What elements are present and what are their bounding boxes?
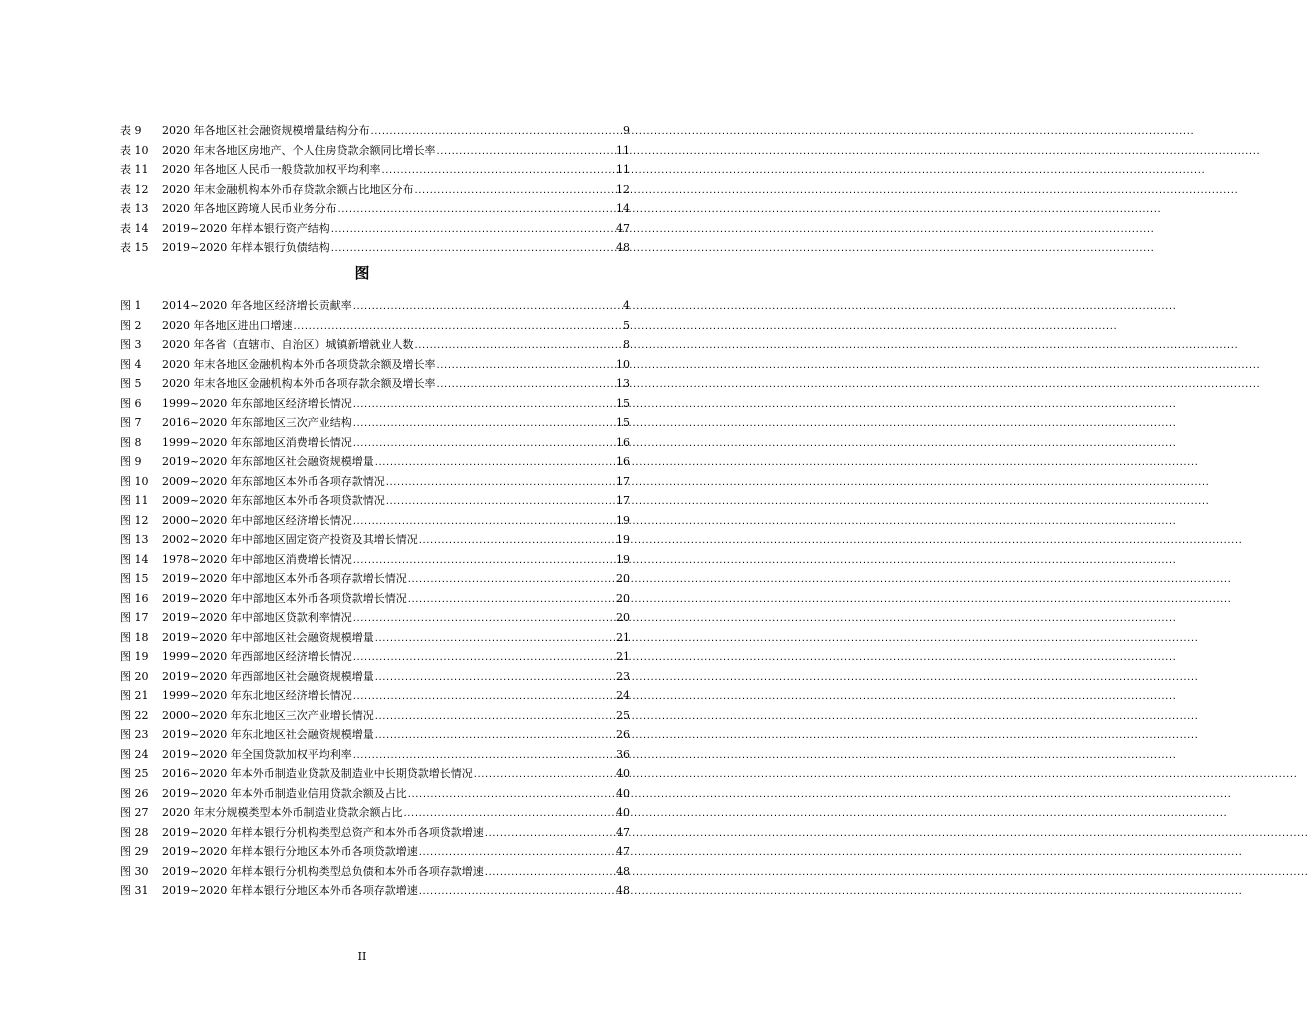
dot-leader (375, 452, 615, 473)
toc-entry[interactable] (120, 472, 630, 492)
dot-leader (474, 764, 615, 785)
toc-entry-page: 21 (616, 650, 630, 663)
toc-entry[interactable] (120, 823, 630, 843)
dot-leader (437, 355, 616, 376)
toc-entry-label: 图 21 (120, 689, 149, 702)
toc-entry[interactable] (120, 180, 630, 200)
toc-entry[interactable] (120, 199, 630, 219)
toc-entry[interactable] (120, 647, 630, 667)
dot-leader (419, 530, 615, 551)
toc-entry-page: 19 (616, 513, 630, 527)
toc-entry-label: 图 22 (120, 708, 149, 722)
toc-entry-title: 2020 年各地区进出口增速 (162, 318, 293, 332)
toc-entry[interactable] (120, 511, 630, 531)
toc-entry[interactable] (120, 784, 630, 804)
toc-entry-label: 图 31 (120, 884, 149, 897)
toc-entry-label: 图 3 (120, 338, 142, 351)
toc-entry-label: 表 11 (120, 163, 149, 176)
dot-leader (415, 180, 616, 201)
toc-entry-title: 2014~2020 年各地区经济增长贡献率 (162, 299, 352, 312)
toc-entry-title: 1999~2020 年东部地区经济增长情况 (162, 396, 352, 410)
toc-entry-page: 8 (623, 338, 630, 351)
toc-entry-page: 12 (616, 182, 630, 196)
toc-entry-label: 图 12 (120, 513, 149, 527)
toc-entry[interactable] (120, 491, 630, 511)
toc-entry-page: 47 (616, 845, 630, 858)
dot-leader (375, 725, 615, 746)
dot-leader (353, 647, 615, 668)
toc-entry-page: 16 (616, 455, 630, 468)
toc-entry-page: 24 (616, 689, 630, 702)
toc-entry-title: 2020 年末各地区金融机构本外币各项存款余额及增长率 (162, 377, 436, 390)
toc-entry-title: 2020 年各地区社会融资规模增量结构分布 (162, 124, 370, 137)
toc-entry-label: 表 14 (120, 221, 149, 235)
toc-entry-title: 2019~2020 年样本银行分机构类型总负债和本外币各项存款增速 (162, 864, 484, 878)
toc-entry[interactable] (120, 550, 630, 570)
toc-entry-label: 图 10 (120, 474, 149, 488)
toc-entry-label: 表 9 (120, 124, 142, 137)
toc-entry-label: 图 4 (120, 357, 142, 371)
toc-entry-title: 2019~2020 年样本银行负债结构 (162, 241, 330, 254)
toc-entry-page: 40 (616, 806, 630, 819)
toc-entry-title: 2019~2020 年本外币制造业信用贷款余额及占比 (162, 786, 407, 800)
toc-entry-page: 9 (623, 124, 630, 137)
toc-entry[interactable] (120, 413, 630, 433)
toc-entry[interactable] (120, 219, 630, 239)
toc-entry-page: 11 (616, 163, 630, 176)
toc-entry-page: 21 (616, 630, 630, 644)
dot-leader (353, 296, 622, 317)
dot-leader (375, 667, 615, 688)
toc-entry[interactable] (120, 374, 630, 394)
toc-entry-page: 23 (616, 669, 630, 683)
toc-entry-page: 11 (616, 143, 630, 157)
dot-leader (353, 550, 615, 571)
toc-entry-label: 图 7 (120, 416, 142, 429)
toc-entry[interactable] (120, 569, 630, 589)
toc-entry-page: 15 (616, 396, 630, 410)
toc-entry-label: 图 15 (120, 572, 149, 585)
toc-entry-label: 表 12 (120, 182, 149, 196)
dot-leader (386, 472, 615, 493)
toc-entry-page: 15 (616, 416, 630, 429)
toc-entry-label: 图 5 (120, 377, 142, 390)
toc-entry-page: 13 (616, 377, 630, 390)
toc-entry-label: 图 11 (120, 494, 149, 507)
toc-entry-title: 2009~2020 年东部地区本外币各项贷款情况 (162, 494, 385, 507)
toc-entry[interactable] (120, 764, 630, 784)
toc-entry-label: 图 1 (120, 299, 142, 312)
toc-entry-page: 20 (616, 611, 630, 624)
toc-entry-title: 2019~2020 年样本银行资产结构 (162, 221, 330, 235)
toc-entry-label: 图 25 (120, 767, 149, 780)
toc-entry[interactable] (120, 686, 630, 706)
toc-entry-page: 19 (616, 533, 630, 546)
dot-leader (485, 823, 615, 844)
toc-entry[interactable] (120, 452, 630, 472)
dot-leader (415, 335, 623, 356)
toc-entry-page: 10 (616, 357, 630, 371)
toc-entry-label: 图 16 (120, 591, 149, 605)
dot-leader (375, 628, 615, 649)
toc-tables-list (120, 121, 630, 258)
dot-leader (375, 706, 615, 727)
toc-entry-page: 48 (616, 241, 630, 254)
toc-entry-label: 图 20 (120, 669, 149, 683)
dot-leader (404, 803, 616, 824)
toc-entry-label: 图 28 (120, 825, 149, 839)
dot-leader (353, 394, 615, 415)
toc-entry-title: 2000~2020 年中部地区经济增长情况 (162, 513, 352, 527)
toc-entry[interactable] (120, 842, 630, 862)
toc-entry-title: 2020 年各省（直辖市、自治区）城镇新增就业人数 (162, 338, 414, 351)
dot-leader (371, 121, 623, 142)
dot-leader (338, 199, 616, 220)
toc-entry-page: 5 (623, 318, 630, 332)
toc-entry-label: 表 15 (120, 241, 149, 254)
dot-leader (382, 160, 616, 181)
toc-entry-page: 20 (616, 572, 630, 585)
toc-entry[interactable] (120, 121, 630, 141)
toc-entry[interactable] (120, 296, 630, 316)
toc-entry[interactable] (120, 316, 630, 336)
dot-leader (331, 238, 615, 259)
toc-entry[interactable] (120, 628, 630, 648)
toc-entry[interactable] (120, 530, 630, 550)
toc-entry-title: 2019~2020 年中部地区贷款利率情况 (162, 611, 352, 624)
toc-entry-title: 1999~2020 年西部地区经济增长情况 (162, 650, 352, 663)
toc-entry-page: 36 (616, 747, 630, 761)
toc-entry[interactable] (120, 881, 630, 901)
dot-leader (353, 686, 615, 707)
toc-entry-page: 47 (616, 825, 630, 839)
toc-entry-title: 1978~2020 年中部地区消费增长情况 (162, 552, 352, 566)
toc-entry[interactable] (120, 589, 630, 609)
dot-leader (408, 569, 615, 590)
toc-entry-label: 图 18 (120, 630, 149, 644)
toc-entry-label: 表 10 (120, 143, 149, 157)
dot-leader (353, 745, 615, 766)
dot-leader (294, 316, 623, 337)
toc-entry[interactable] (120, 803, 630, 823)
toc-entry-page: 17 (616, 474, 630, 488)
toc-entry-page: 19 (616, 552, 630, 566)
toc-entry-title: 2019~2020 年中部地区本外币各项存款增长情况 (162, 572, 407, 585)
dot-leader (386, 491, 615, 512)
toc-entry-label: 图 2 (120, 318, 142, 332)
toc-entry-title: 2020 年末分规模类型本外币制造业贷款余额占比 (162, 806, 403, 819)
toc-entry-title: 1999~2020 年东北地区经济增长情况 (162, 689, 352, 702)
toc-figures-list (120, 296, 630, 901)
toc-entry[interactable] (120, 160, 630, 180)
toc-entry-title: 2019~2020 年样本银行分地区本外币各项存款增速 (162, 884, 418, 897)
toc-entry[interactable] (120, 335, 630, 355)
toc-entry-label: 表 13 (120, 202, 149, 215)
dot-leader (437, 141, 616, 162)
dot-leader (419, 881, 615, 902)
toc-entry[interactable] (120, 745, 630, 765)
toc-entry-page: 40 (616, 767, 630, 780)
toc-entry-title: 2016~2020 年本外币制造业贷款及制造业中长期贷款增长情况 (162, 767, 473, 780)
toc-entry-page: 17 (616, 494, 630, 507)
toc-entry-label: 图 26 (120, 786, 149, 800)
toc-entry-page: 40 (616, 786, 630, 800)
toc-entry[interactable] (120, 706, 630, 726)
dot-leader (353, 511, 615, 532)
toc-entry-page: 48 (616, 884, 630, 897)
toc-entry-title: 2020 年末各地区金融机构本外币各项贷款余额及增长率 (162, 357, 436, 371)
dot-leader (408, 784, 615, 805)
toc-entry-title: 2019~2020 年样本银行分机构类型总资产和本外币各项贷款增速 (162, 825, 484, 839)
toc-entry-title: 2019~2020 年东部地区社会融资规模增量 (162, 455, 374, 468)
toc-entry-label: 图 6 (120, 396, 142, 410)
toc-entry-title: 2002~2020 年中部地区固定资产投资及其增长情况 (162, 533, 418, 546)
dot-leader (419, 842, 615, 863)
toc-entry-label: 图 13 (120, 533, 149, 546)
toc-entry-title: 2000~2020 年东北地区三次产业增长情况 (162, 708, 374, 722)
dot-leader (485, 862, 615, 883)
toc-entry-page: 16 (616, 435, 630, 449)
toc-entry-label: 图 27 (120, 806, 149, 819)
toc-entry-page: 25 (616, 708, 630, 722)
toc-entry-label: 图 9 (120, 455, 142, 468)
toc-entry-page: 20 (616, 591, 630, 605)
toc-entry[interactable] (120, 355, 630, 375)
figures-heading: 图 (354, 264, 370, 282)
toc-entry[interactable] (120, 238, 630, 258)
toc-entry[interactable] (120, 394, 630, 414)
toc-entry-page: 26 (616, 728, 630, 741)
toc-entry-title: 2019~2020 年东北地区社会融资规模增量 (162, 728, 374, 741)
toc-entry-title: 2009~2020 年东部地区本外币各项存款情况 (162, 474, 385, 488)
dot-leader (353, 433, 615, 454)
toc-entry-title: 2020 年各地区跨境人民币业务分布 (162, 202, 337, 215)
dot-leader (437, 374, 616, 395)
toc-entry-label: 图 17 (120, 611, 149, 624)
toc-entry-title: 2019~2020 年中部地区本外币各项贷款增长情况 (162, 591, 407, 605)
toc-entry-title: 2020 年各地区人民币一般贷款加权平均利率 (162, 163, 381, 176)
toc-entry-title: 2020 年末各地区房地产、个人住房贷款余额同比增长率 (162, 143, 436, 157)
toc-entry-title: 2019~2020 年西部地区社会融资规模增量 (162, 669, 374, 683)
dot-leader (353, 608, 615, 629)
toc-entry-title: 2019~2020 年中部地区社会融资规模增量 (162, 630, 374, 644)
toc-entry-page: 48 (616, 864, 630, 878)
toc-entry[interactable] (120, 667, 630, 687)
toc-entry-label: 图 29 (120, 845, 149, 858)
toc-entry-label: 图 30 (120, 864, 149, 878)
dot-leader (353, 413, 615, 434)
toc-entry-title: 2019~2020 年样本银行分地区本外币各项贷款增速 (162, 845, 418, 858)
toc-entry[interactable] (120, 725, 630, 745)
toc-entry[interactable] (120, 141, 630, 161)
toc-entry-title: 2016~2020 年东部地区三次产业结构 (162, 416, 352, 429)
toc-entry[interactable] (120, 862, 630, 882)
page-number: II (357, 950, 367, 963)
toc-entry-title: 1999~2020 年东部地区消费增长情况 (162, 435, 352, 449)
dot-leader (408, 589, 615, 610)
dot-leader (331, 219, 615, 240)
toc-entry[interactable] (120, 608, 630, 628)
toc-entry-label: 图 8 (120, 435, 142, 449)
toc-entry-title: 2020 年末金融机构本外币存贷款余额占比地区分布 (162, 182, 414, 196)
toc-entry-label: 图 23 (120, 728, 149, 741)
toc-entry-label: 图 14 (120, 552, 149, 566)
toc-entry-page: 47 (616, 221, 630, 235)
toc-entry-title: 2019~2020 年全国贷款加权平均利率 (162, 747, 352, 761)
toc-entry-page: 4 (623, 299, 630, 312)
toc-entry-label: 图 19 (120, 650, 149, 663)
toc-entry[interactable] (120, 433, 630, 453)
toc-entry-label: 图 24 (120, 747, 149, 761)
toc-entry-page: 14 (616, 202, 630, 215)
